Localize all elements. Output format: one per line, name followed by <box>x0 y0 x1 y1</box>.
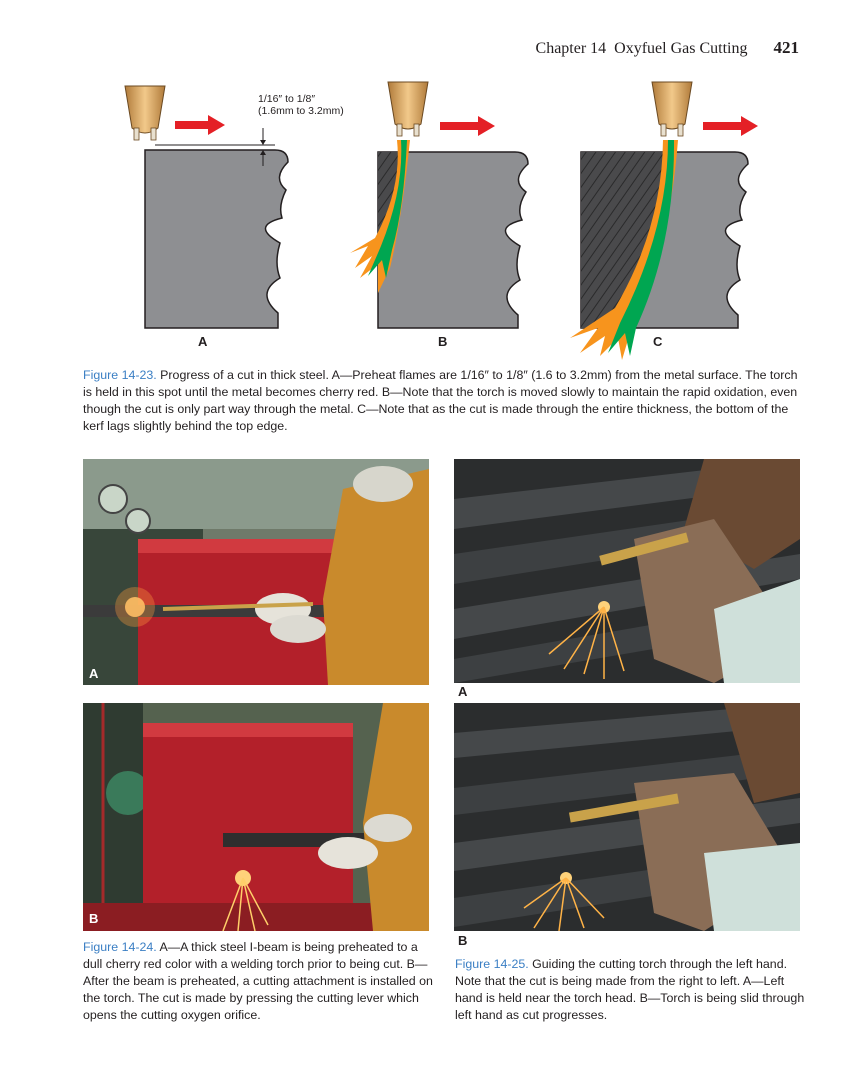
metal-block-a <box>145 150 288 328</box>
caption-text: A—A thick steel I-beam is being preheated to a dull cherry red color with a welding torch prior to being cut. B—After the beam is preheated, a cutting attachment is installed on the torch. The cut is made by pressing the cutting lever which opens the cutting oxygen orifice. <box>83 940 433 1022</box>
photo-label-14-24-b: B <box>89 911 99 926</box>
direction-arrow-b <box>440 116 495 136</box>
figure-label: Figure 14-24. <box>83 940 157 954</box>
figure-14-24-caption <box>83 939 433 1024</box>
gap-dimension-label: 1/16″ to 1/8″ (1.6mm to 3.2mm) <box>258 93 344 117</box>
direction-arrow-c <box>703 116 758 136</box>
photo-label-14-24-a: A <box>89 666 99 681</box>
figure-14-23-diagram <box>110 78 790 360</box>
torch-tip-b <box>388 82 428 136</box>
photo-14-24-a <box>83 459 429 685</box>
figure-label: Figure 14-23. <box>83 368 157 382</box>
panel-c <box>570 82 758 360</box>
photo-14-25-a <box>454 459 800 683</box>
photo-14-25-b <box>454 703 800 931</box>
direction-arrow-a <box>175 115 225 135</box>
page-number: 421 <box>773 38 799 57</box>
cut-progress-diagram <box>110 78 790 360</box>
caption-text: Progress of a cut in thick steel. A—Preheat flames are 1/16″ to 1/8″ (1.6 to 3.2mm) from the metal surface. The torch is held in this spot until the metal becomes cherry red. B—Note that the torch is moved slowly to maintain the rapid oxidation, even though the cut is only part way through the metal. C—Note that as the cut is made through the entire thickness, the bottom of the kerf lags slightly behind the top edge. <box>83 368 798 433</box>
page-header <box>536 38 799 58</box>
photo-label-14-25-b: B <box>458 933 468 948</box>
panel-label-c: C <box>653 334 663 349</box>
torch-tip-c <box>652 82 692 136</box>
panel-b <box>350 82 528 328</box>
figure-14-25-caption <box>455 956 805 1024</box>
caption-text: Guiding the cutting torch through the left hand. Note that the cut is being made from the right to left. A—Left hand is held near the torch head. B—Torch is being slid through left hand as cut progresses. <box>455 957 805 1022</box>
panel-label-a: A <box>198 334 208 349</box>
torch-tip-a <box>125 86 165 140</box>
panel-a <box>125 86 288 328</box>
figure-14-23-caption <box>83 367 803 435</box>
photo-14-24-b <box>83 703 429 931</box>
photo-label-14-25-a: A <box>458 684 468 699</box>
figure-label: Figure 14-25. <box>455 957 529 971</box>
chapter-title: Chapter 14 Oxyfuel Gas Cutting <box>535 40 748 57</box>
panel-label-b: B <box>438 334 448 349</box>
